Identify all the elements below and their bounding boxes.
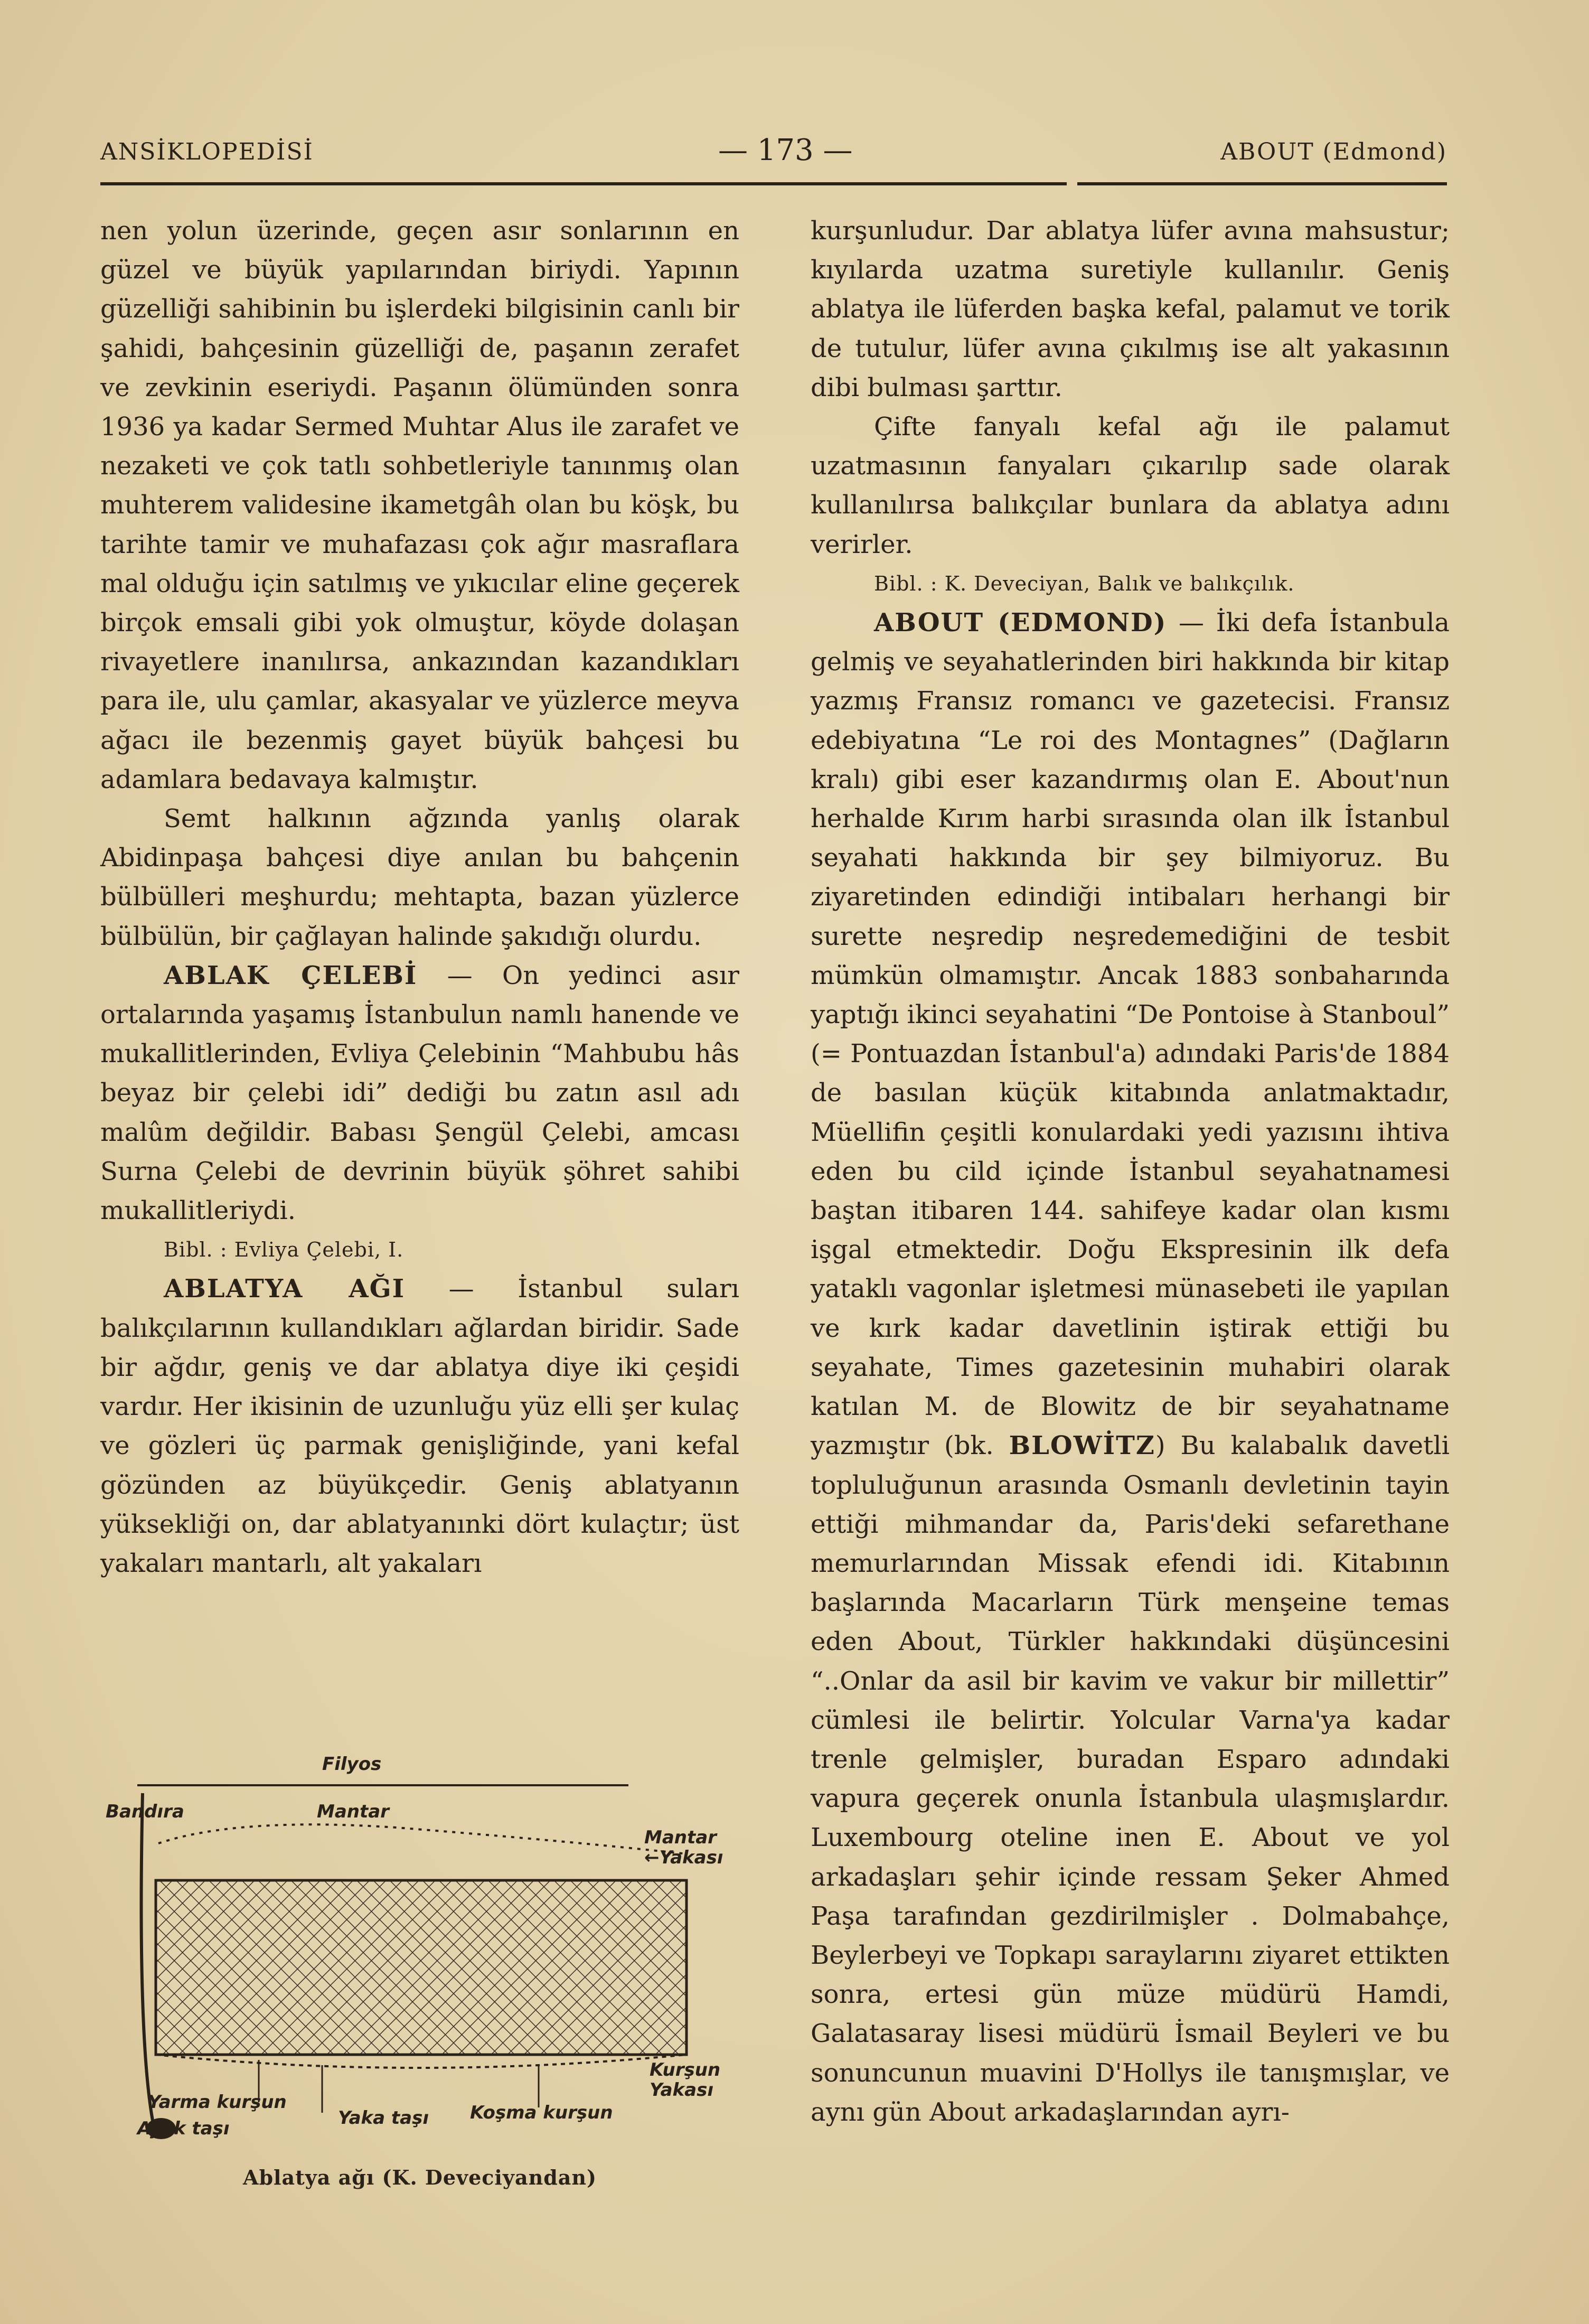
kursun-yakasi-line — [156, 2055, 687, 2068]
mantar-dotted-line — [158, 1824, 687, 1854]
figure-label-filyos: Filyos — [322, 1754, 382, 1775]
bandira-rope — [142, 1793, 154, 2123]
entry-text-about-1: — İki defa İstanbula gelmiş ve seyahatlerinden biri hakkında bir kitap yazmış Fransız romancı ve gazetecisi. Fransız edebiyatına “Le roi des Montagnes” (Dağların kralı) gibi eser kazandırmış olan E. About'nun herhalde Kırım harbi sırasında olan ilk İstanbul seyahati hakkında bir şey bilmiyoruz. Bu ziyaretinden edindiği intibaları herhangi bir surette neşredip neşredemediğini de tesbit mümkün olmamıştır. Ancak 1883 sonbaharında yaptığı ikinci seyahatini “De Pontoise à Stanboul” (= Pontuazdan İstanbul'a) adındaki Paris'de 1884 de basılan küçük kitabında anlatmaktadır, Müellifin çeşitli konulardaki yedi yazısını ihtiva eden bu cild içinde İstanbul seyahatnamesi baştan itibaren 144. sahifeye kadar olan kısmı işgal etmektedir. Doğu Ekspresinin ilk defa yataklı vagonlar işletmesi münasebeti ile yapılan ve kırk kadar davetlinin iştirak ettiği bu seyahate, Times gazetesinin muhabiri olarak katılan M. de Blowitz de bir seyahatname yazmıştır (bk. — [811, 608, 1450, 1461]
paragraph-ablatya-cont: kurşunludur. Dar ablatya lüfer avına mahsustur; kıyılarda uzatma suretiyle kullanılır. Geniş ablatya ile lüferden başka kefal, palamut ve torik de tutulur, lüfer avına çıkılmış ise alt yakasının dibi bulması şarttır. — [811, 216, 1450, 402]
paragraph-kosk-history: nen yolun üzerinde, geçen asır sonlarının en güzel ve büyük yapılarından biriydi. Yapının güzelliği sahibinin bu işlerdeki bilgisinin canlı bir şahidi, bahçesinin güzelliği de, paşanın zerafet ve zevkinin eseriydi. Paşanın ölümünden sonra 1936 ya kadar Sermed Muhtar Alus ile zarafet ve nezaketi ve çok tatlı sohbetleriyle tanınmış olan muhterem validesine ikametgâh olan bu köşk, bu tarihte tamir ve muhafazası çok ağır masraflara mal olduğu için satılmış ve yıkıcılar eline geçerek birçok emsali gibi yok olmuştur, köyde dolaşan rivayetlere inanılırsa, ankazından kazandıkları para ile, ulu çamlar, akasyalar ve yüzlerce meyva ağacı ile bezenmiş gayet büyük bahçesi bu adamlara bedavaya kalmıştır. — [100, 216, 739, 794]
left-column — [100, 211, 739, 1583]
figure-label-mantar: Mantar — [317, 1801, 389, 1822]
figure-label-kosma-kursun: Koşma kurşun — [470, 2102, 613, 2123]
ablatya-net-figure — [100, 1722, 739, 2197]
header-rule-left — [100, 182, 1067, 185]
entry-term-ablatya-agi: ABLATYA AĞI — [164, 1274, 406, 1304]
header-encyclopedia-title: ANSİKLOPEDİSİ — [100, 138, 314, 165]
entry-text-ablak-celebi: — On yedinci asır ortalarında yaşamış İstanbulun namlı hanende ve mukallitlerinden, Evliya Çelebinin “Mahbubu hâs beyaz bir çelebi idi” dediği bu zatın asıl adı malûm değildir. Babası Şengül Çelebi, amcası Surna Çelebi de devrinin büyük şöhret sahibi mukallitleriydi. — [100, 960, 739, 1226]
figure-label-bandira: Bandıra — [106, 1801, 184, 1822]
entry-term-ablak-celebi: ABLAK ÇELEBİ — [164, 960, 418, 990]
figure-label-yaka-tasi: Yaka taşı — [338, 2107, 429, 2129]
bibliography-ablatya: Bibl. : K. Deveciyan, Balık ve balıkçılık. — [874, 571, 1295, 595]
figure-caption: Ablatya ağı (K. Deveciyandan) — [242, 2166, 597, 2189]
entry-ablatya-agi — [100, 1269, 739, 1583]
figure-label-kursun-yakasi: Kurşun Yakası — [650, 2059, 721, 2101]
right-column — [811, 211, 1450, 2132]
entry-about-edmond — [811, 603, 1450, 2132]
cross-reference-blowitz[interactable]: BLOWİTZ — [1009, 1431, 1155, 1461]
entry-ablak-celebi — [100, 956, 739, 1230]
running-header — [100, 133, 1447, 181]
page-number: — 173 — — [718, 133, 853, 167]
entry-text-about-2: ) Bu kalabalık davetli topluluğunun arasında Osmanlı devletinin tayin ettiği mihmandar da, Paris'deki sefarethane memurlarından Missak efendi idi. Kitabının başlarında Macarların Türk menşeine temas eden About, Türkler hakkındaki düşüncesini “..Onlar da asil bir kavim ve vakur bir millettir” cümlesi ile belirtir. Yolcular Varna'ya kadar trenle gelmişler, buradan Esparo adındaki vapura geçerek onunla İstanbula ulaşmışlardır. Luxembourg oteline inen E. About ve yol arkadaşları şehir içinde ressam Şeker Ahmed Paşa tarafından gezdirilmişler . Dolmabahçe, Beylerbeyi ve Topkapı saraylarını ziyaret ettikten sonra, ertesi gün müze müdürü Hamdi, Galatasaray lisesi müdürü İsmail Beyleri ve bu sonuncunun muavini D'Hollys ile tanışmışlar, ve aynı gün About arkadaşlarından ayrı- — [811, 1431, 1450, 2127]
entry-term-about-edmond: ABOUT (EDMOND) — [874, 608, 1167, 638]
bibliography-ablak: Bibl. : Evliya Çelebi, I. — [164, 1238, 404, 1262]
figure-label-mantar-yakasi: Mantar ←Yakası — [644, 1827, 723, 1868]
paragraph-bulbuller: Semt halkının ağzında yanlış olarak Abidinpaşa bahçesi diye anılan bu bahçenin bülbülleri meşhurdu; mehtapta, bazan yüzlerce bülbülün, bir çağlayan halinde şakıdığı olurdu. — [100, 804, 739, 951]
figure-label-ayak-tasi: Ayak taşı — [137, 2118, 230, 2139]
figure-label-yarma-kursun: Yarma kurşun — [148, 2092, 287, 2113]
paragraph-cifte-fanyali: Çifte fanyalı kefal ağı ile palamut uzatmasının fanyaları çıkarılıp sade olarak kullanılırsa balıkçılar bunlara da ablatya adını verirler. — [811, 412, 1450, 559]
entry-text-ablatya-agi: — İstanbul suları balıkçılarının kullandıkları ağlardan biridir. Sade bir ağdır, geniş ve dar ablatya diye iki çeşidi vardır. Her ikisinin de uzunluğu yüz elli şer kulaç ve gözleri üç parmak genişliğinde, yani kefal gözünden az büyükçedir. Geniş ablatyanın yüksekliği on, dar ablatyanınki dört kulaçtır; üst yakaları mantarlı, alt yakaları — [100, 1274, 740, 1578]
net-mesh — [156, 1880, 687, 2055]
header-rule-right — [1077, 182, 1447, 185]
header-entry-range: ABOUT (Edmond) — [1220, 138, 1447, 165]
